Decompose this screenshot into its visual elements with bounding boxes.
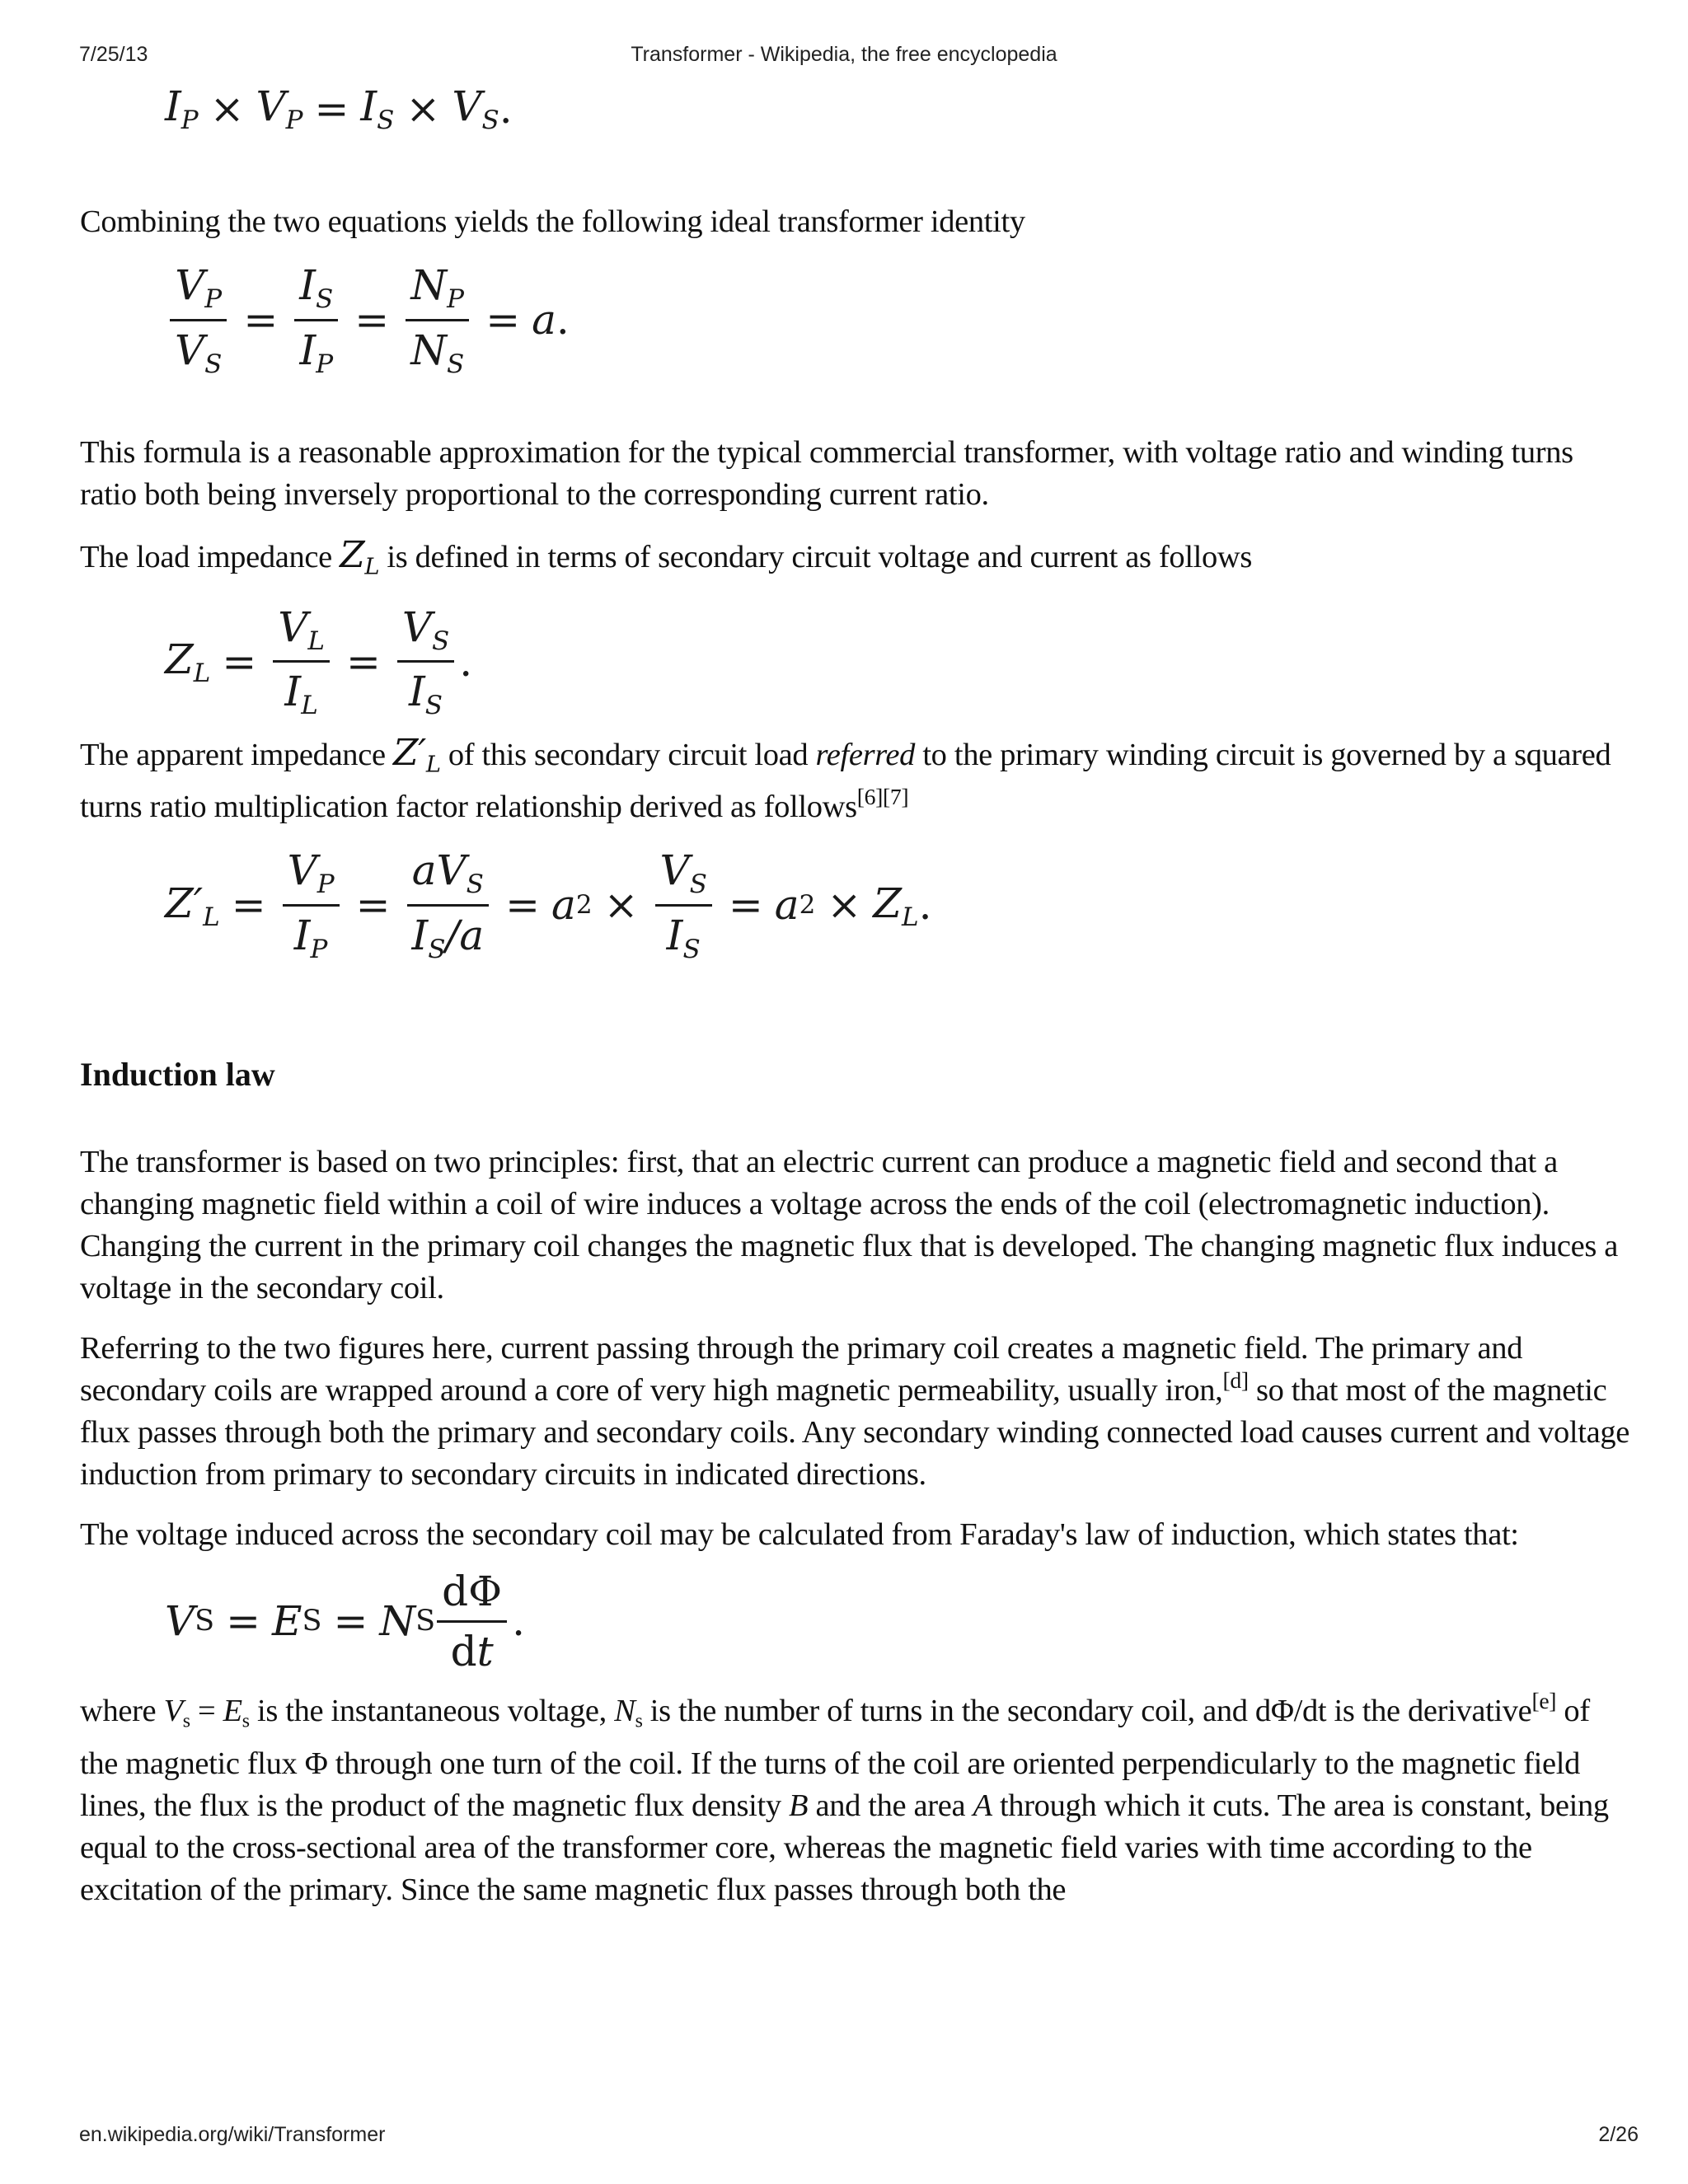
paragraph-approximation: This formula is a reasonable approximation for the typical commercial transformer, with voltage ratio and winding turns ratio both being inversely proportional to the corresponding current ratio. <box>80 434 1573 512</box>
equation-power-balance: $I_P$ × $V_P$ = $I_S$ × $V_S$ . <box>165 82 513 135</box>
section-heading-induction-law: Induction law <box>80 1055 275 1093</box>
equation-load-impedance: $Z_L$ = $\frac{V_L}{I_L}$ = $\frac{V_S}{I_S}$ . <box>165 602 473 721</box>
symbol-z-prime-l: $Z'_L$ <box>392 732 441 779</box>
equation-ideal-transformer-identity: $\frac{V_P}{V_S}$ = $\frac{I_S}{I_P}$ = $\frac{N_P}{N_S}$ = a . <box>165 261 1629 379</box>
symbol-z-l: $Z_L$ <box>340 533 380 580</box>
equation-referred-impedance: $Z'_L$ = $\frac{V_P}{I_P}$ = $\frac{aV_S}{I_S/a}$ = a 2 × $\frac{V_S}{I_S}$ = a 2 × $Z_L$ . <box>165 846 932 964</box>
paragraph-apparent-impedance: The apparent impedance $Z'_L$ of this secondary circuit load referred to the primary winding circuit is governed by a squared turns ratio multiplication factor relationship derived as follows[6][7] <box>80 732 1611 825</box>
header-date: 7/25/13 <box>79 43 148 66</box>
paragraph-combining: Combining the two equations yields the following ideal transformer identity <box>80 204 1025 239</box>
header-title: Transformer - Wikipedia, the free encyclopedia <box>631 43 1057 66</box>
footer-page-number: 2/26 <box>1598 2123 1639 2146</box>
reference-d[interactable]: [d] <box>1222 1366 1249 1393</box>
paragraph-load-impedance: The load impedance $Z_L$ is defined in terms of secondary circuit voltage and current as follows <box>80 533 1252 580</box>
footer-url: en.wikipedia.org/wiki/Transformer <box>79 2123 386 2146</box>
reference-6-7[interactable]: [6][7] <box>856 783 909 809</box>
article-content <box>80 76 1629 1911</box>
paragraph-principles: The transformer is based on two principles: first, that an electric current can produce a magnetic field and second that a changing magnetic field within a coil of wire induces a voltage across the ends of the coil (electromagnetic induction). Changing the current in the primary coil changes the magnetic flux that is developed. The changing magnetic flux induces a voltage in the secondary coil. <box>80 1144 1619 1305</box>
equation-faraday-law: V S = E S = N S $\frac{d\Phi}{dt}$ . <box>165 1567 526 1675</box>
reference-e[interactable]: [e] <box>1531 1687 1557 1713</box>
paragraph-referring-figures: Referring to the two figures here, current passing through the primary coil creates a magnetic field. The primary and secondary coils are wrapped around a core of very high magnetic permeability, usually iron,[d] so that most of the magnetic flux passes through both the primary and secondary coils. Any secondary winding connected load causes current and voltage induction from primary to secondary circuits in indicated directions. <box>80 1330 1629 1492</box>
paragraph-where: where $V_s = E_s$ is the instantaneous voltage, $N_s$ is the number of turns in the secondary coil, and dΦ/dt is the derivative[e] of the magnetic flux Φ through one turn of the coil. If the turns of the coil are oriented perpendicularly to the magnetic field lines, the flux is the product of the magnetic flux density B and the area A through which it cuts. The area is constant, being equal to the cross-sectional area of the transformer core, whereas the magnetic field varies with time according to the excitation of the primary. Since the same magnetic flux passes through both the <box>80 1687 1609 1907</box>
paragraph-faraday: The voltage induced across the secondary coil may be calculated from Faraday's law of induction, which states that: <box>80 1516 1519 1552</box>
